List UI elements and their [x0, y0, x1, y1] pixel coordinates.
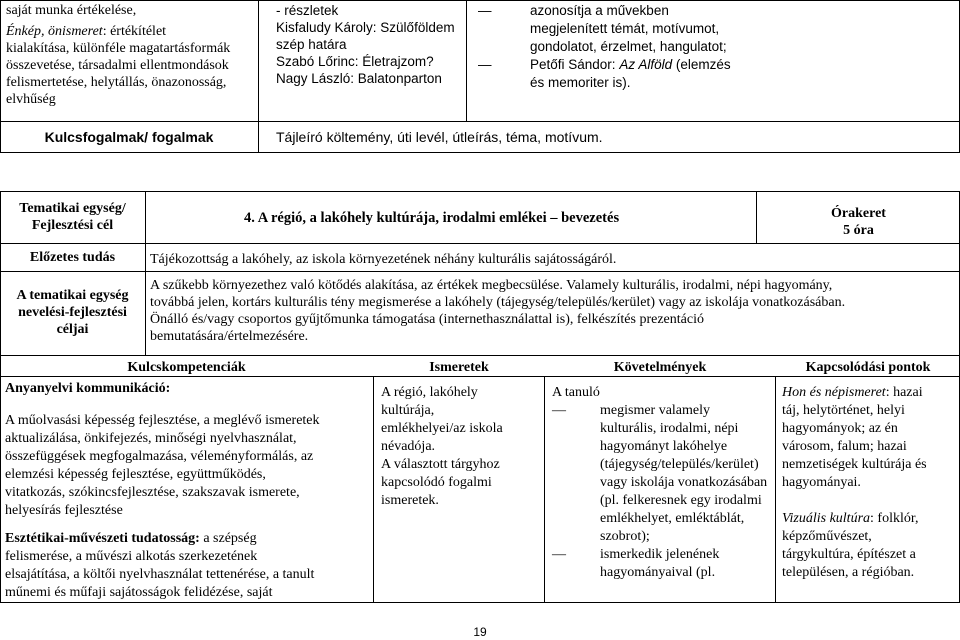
- text-line: műnemi és műfaji sajátosságok felidézése, saját: [5, 585, 273, 600]
- text-line: Petőfi Sándor:: [530, 57, 620, 72]
- text-line: ismeretek.: [381, 493, 439, 508]
- hours-label: Órakeret: [831, 206, 886, 221]
- row-divider: [0, 243, 960, 244]
- text-line: A szűkebb környezethez való kötődés alakítása, az értékek megbecsülése. Valamely kulturális, irodalmi, népi hagyomány,: [150, 278, 833, 293]
- label-column-divider: [145, 191, 146, 355]
- text-line: összefüggések megfogalmazása, véleményformálás, az: [5, 449, 314, 464]
- text-line: Kisfaludy Károly: Szülőföldem: [276, 20, 455, 35]
- text-line: elvhűség: [6, 92, 56, 107]
- prereq-label: Előzetes tudás: [29, 250, 116, 265]
- competence-heading: Anyanyelvi kommunikáció:: [5, 381, 171, 396]
- text-line: Önálló és/vagy csoportos gyűjtőmunka támogatása (internethasználattal is), felkészítés prezentáció: [150, 312, 704, 327]
- prereq-value: Tájékozottság a lakóhely, az iskola környezetének néhány kulturális sajátosságáról.: [150, 252, 617, 267]
- row-divider: [0, 271, 960, 272]
- text-line-rest: : hazai: [885, 385, 923, 400]
- top-table-divider-1: [258, 0, 259, 153]
- text-line: nemzetiségek kultúrája és: [782, 457, 927, 472]
- text-line: kultúrája,: [381, 403, 435, 418]
- text-line: képzőművészet,: [782, 529, 872, 544]
- text-line: és memoriter is).: [530, 75, 631, 90]
- dash-item: [478, 56, 948, 74]
- text-line: hagyományt lakóhelye: [600, 439, 728, 454]
- literature-works-cell: [276, 2, 462, 87]
- text-line: településen, a régióban.: [782, 565, 915, 580]
- text-line: vagy iskolája vonatkozásában: [600, 475, 768, 490]
- topic-title: 4. A régió, a lakóhely kultúrája, irodalmi emlékei – bevezetés: [244, 210, 620, 226]
- header-connections: Kapcsolódási pontok: [805, 360, 931, 375]
- text-line: elemzési képesség fejlesztése, együttműködés,: [5, 467, 266, 482]
- text-line: [6, 23, 254, 40]
- competence-heading: Esztétikai-művészeti tudatosság:: [5, 531, 200, 546]
- text-line: gondolatot, érzelmet, hangulatot;: [530, 39, 727, 54]
- row-divider: [0, 355, 960, 356]
- text-line: céljai: [56, 322, 89, 337]
- text-line-rest: a szépség: [199, 531, 257, 546]
- text-line: [5, 530, 369, 548]
- text-line: (pl. felkeresnek egy irodalmi: [600, 493, 762, 508]
- text-line: felismerése, a művészi alkotás szerkezetének: [5, 549, 258, 564]
- text-italic: Hon és népismeret: [782, 385, 886, 400]
- knowledge-cell: [381, 384, 541, 510]
- text-line: A műolvasási képesség fejlesztése, a meglévő ismeretek: [5, 413, 320, 428]
- header-key-competences: Kulcskompetenciák: [127, 360, 246, 375]
- requirements-cell: [478, 2, 948, 92]
- text-line: hagyományok; az én: [782, 421, 898, 436]
- text-line: szobrot);: [600, 529, 650, 544]
- column-divider: [544, 376, 545, 603]
- hours-value: 5 óra: [843, 223, 874, 238]
- goals-text: [150, 277, 958, 345]
- text-line: városom, falum; hazai: [782, 439, 907, 454]
- key-competences-cell: [5, 380, 369, 602]
- column-divider: [775, 376, 776, 603]
- requirements-list-cell: [552, 384, 774, 582]
- text-line: A tanuló: [552, 385, 600, 400]
- text-italic: Vizuális kultúra: [782, 511, 871, 526]
- text-line: táj, helytörténet, helyi: [782, 403, 905, 418]
- header-knowledge: Ismeretek: [429, 360, 489, 375]
- text-line: (elemzés: [672, 57, 731, 72]
- page-number: 19: [473, 625, 487, 639]
- text-line: A tematikai egység: [16, 288, 129, 303]
- text-line: A választott tárgyhoz: [381, 457, 500, 472]
- text-italic: Énkép, önismeret: [6, 24, 103, 39]
- text-line: kulturális, irodalmi, népi: [600, 421, 739, 436]
- concepts-label: Kulcsfogalmak/ fogalmak: [44, 129, 214, 145]
- text-line: ismerkedik jelenének: [600, 547, 720, 562]
- text-line: elsajátítása, a költői nyelvhasználat tettenérése, a tanult: [5, 567, 315, 582]
- column-divider: [373, 376, 374, 603]
- dash-item: [552, 546, 774, 564]
- text-line: névadója.: [381, 439, 436, 454]
- text-line: megismer valamely: [600, 403, 711, 418]
- text-line: azonosítja a művekben: [530, 3, 669, 18]
- topic-label: [0, 200, 145, 234]
- text-line: Fejlesztési cél: [31, 218, 114, 233]
- text-line: aktualizálása, önkifejezés, minőségi nyelvhasználat,: [5, 431, 297, 446]
- text-line: - részletek: [276, 3, 339, 18]
- top-table-row-divider: [0, 121, 960, 122]
- text-line: Tematikai egység/: [19, 201, 126, 216]
- text-line: [782, 510, 958, 528]
- text-italic: Az Alföld: [619, 57, 673, 72]
- text-line: saját munka értékelése,: [6, 3, 137, 18]
- text-line: bemutatására/értelmezésére.: [150, 329, 309, 344]
- text-line: helyesírás fejlesztése: [5, 503, 123, 518]
- text-line: szép határa: [276, 37, 347, 52]
- self-assessment-cell: [6, 2, 254, 108]
- hours-cell: [757, 205, 960, 239]
- text-line: Szabó Lőrinc: Életrajzom?: [276, 54, 434, 69]
- text-line: Nagy László: Balatonparton: [276, 71, 442, 86]
- text-line: A régió, lakóhely: [381, 385, 478, 400]
- text-line: továbbá jelen, kortárs kulturális tény megismerése a lakóhely (tájegység/település/kerület) vagy az iskolája vonatkozásában.: [150, 295, 846, 310]
- text-line-rest: : értékítélet: [102, 24, 167, 39]
- text-line: (tájegység/település/kerület): [600, 457, 759, 472]
- dash-item: [478, 2, 948, 20]
- connections-cell: [782, 384, 958, 582]
- text-line: megjelenített témát, motívumot,: [530, 21, 720, 36]
- goals-label: [0, 287, 145, 338]
- text-line: emlékhelyei/az iskola: [381, 421, 503, 436]
- header-requirements: Követelmények: [613, 360, 707, 375]
- top-table-divider-2: [466, 0, 467, 121]
- text-line: hagyományai.: [782, 475, 861, 490]
- text-line: összevetése, társadalmi ellentmondások: [6, 58, 229, 73]
- text-line: kialakítása, különféle magatartásformák: [6, 41, 231, 56]
- text-line: hagyományaival (pl.: [600, 565, 716, 580]
- concepts-value: Tájleíró költemény, úti levél, útleírás, téma, motívum.: [276, 129, 603, 145]
- text-line: vitatkozás, szókincsfejlesztése, szakszavak ismerete,: [5, 485, 300, 500]
- text-line-rest: : folklór,: [870, 511, 919, 526]
- text-line: nevelési-fejlesztési: [18, 305, 127, 320]
- text-line: emlékhelyet, emléktáblát,: [600, 511, 745, 526]
- text-line: felismertetése, helytállás, önazonosság,: [6, 75, 227, 90]
- dash-item: [552, 402, 774, 420]
- text-line: kapcsolódó fogalmi: [381, 475, 492, 490]
- text-line: tárgykultúra, építészet a: [782, 547, 916, 562]
- text-line: [782, 384, 958, 402]
- row-divider: [0, 376, 960, 377]
